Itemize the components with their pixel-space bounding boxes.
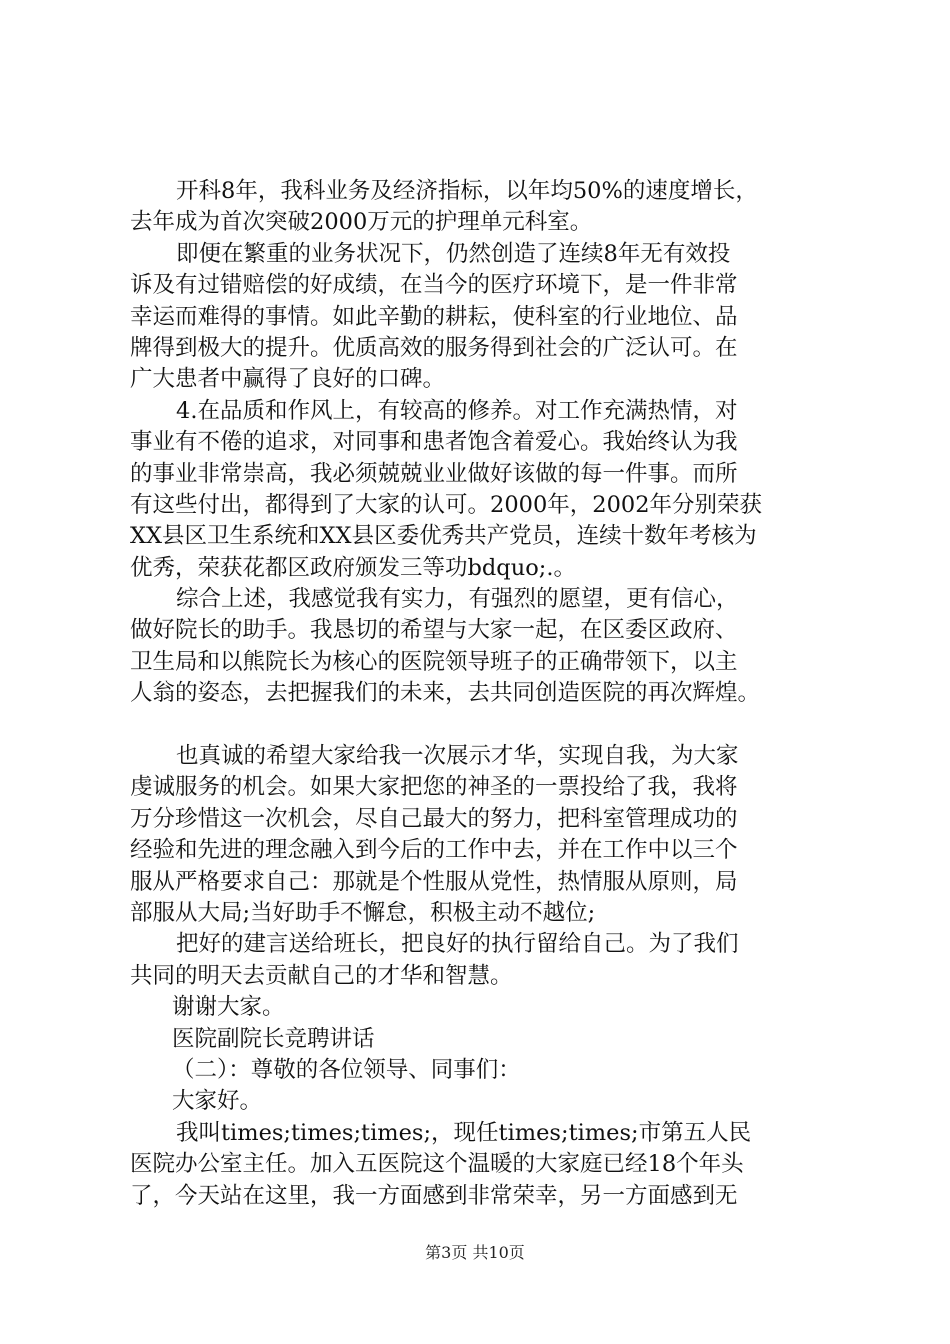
text-line: 经验和先进的理念融入到今后的工作中去，并在工作中以三个: [130, 837, 738, 864]
text-line: 医院办公室主任。加入五医院这个温暖的大家庭已经18个年头: [130, 1151, 744, 1178]
text-line: 幸运而难得的事情。如此辛勤的耕耘，使科室的行业地位、品: [130, 303, 738, 330]
text-line: 即便在繁重的业务状况下，仍然创造了连续8年无有效投: [176, 240, 731, 267]
text-line: 人翁的姿态，去把握我们的未来，去共同创造医院的再次辉煌。: [130, 680, 761, 707]
text-line: 大家好。: [172, 1088, 263, 1115]
paragraph-gap: [130, 710, 830, 741]
text-line: 4.在品质和作风上，有较高的修养。对工作充满热情，对: [176, 397, 738, 424]
text-line: 广大患者中赢得了良好的口碑。: [130, 366, 446, 393]
text-line: 去年成为首次突破2000万元的护理单元科室。: [130, 209, 593, 236]
text-line: XX县区卫生系统和XX县区委优秀共产党员，连续十数年考核为: [130, 523, 757, 550]
text-line: 诉及有过错赔偿的好成绩，在当今的医疗环境下，是一件非常: [130, 272, 738, 299]
section-heading: 医院副院长竞聘讲话: [172, 1025, 375, 1052]
text-line: 做好院长的助手。我恳切的希望与大家一起，在区委区政府、: [130, 617, 738, 644]
text-line: 综合上述，我感觉我有实力，有强烈的愿望，更有信心，: [176, 586, 739, 613]
text-line: （二）：尊敬的各位领导、同事们：: [172, 1056, 521, 1083]
text-line: 卫生局和以熊院长为核心的医院领导班子的正确带领下，以主: [130, 648, 738, 675]
text-line: 谢谢大家。: [172, 994, 285, 1021]
text-line: 共同的明天去贡献自己的才华和智慧。: [130, 962, 513, 989]
text-line: 有这些付出，都得到了大家的认可。2000年，2002年分别荣获: [130, 491, 763, 518]
text-line: 的事业非常崇高，我必须兢兢业业做好该做的每一件事。而所: [130, 460, 738, 487]
text-line: 万分珍惜这一次机会，尽自己最大的努力，把科室管理成功的: [130, 805, 738, 832]
text-line: 服从严格要求自己：那就是个性服从党性，热情服从原则，局: [130, 868, 738, 895]
document-body: [130, 176, 830, 1212]
text-line: 把好的建言送给班长，把良好的执行留给自己。为了我们: [176, 931, 739, 958]
text-line: 虔诚服务的机会。如果大家把您的神圣的一票投给了我，我将: [130, 774, 738, 801]
text-line: 事业有不倦的追求，对同事和患者饱含着爱心。我始终认为我: [130, 429, 738, 456]
text-line: 也真诚的希望大家给我一次展示才华，实现自我，为大家: [176, 743, 739, 770]
text-line: 部服从大局;当好助手不懈怠，积极主动不越位;: [130, 899, 596, 926]
text-line: 我叫times;times;times;，现任times;times;市第五人民: [176, 1119, 752, 1146]
page-footer: 第3页 共10页: [425, 1243, 525, 1262]
text-line: 优秀，荣获花都区政府颁发三等功bdquo;.。: [130, 554, 576, 581]
text-line: 开科8年，我科业务及经济指标，以年均50%的速度增长，: [176, 178, 758, 204]
text-line: 了，今天站在这里，我一方面感到非常荣幸，另一方面感到无: [130, 1182, 738, 1209]
text-line: 牌得到极大的提升。优质高效的服务得到社会的广泛认可。在: [130, 334, 738, 361]
